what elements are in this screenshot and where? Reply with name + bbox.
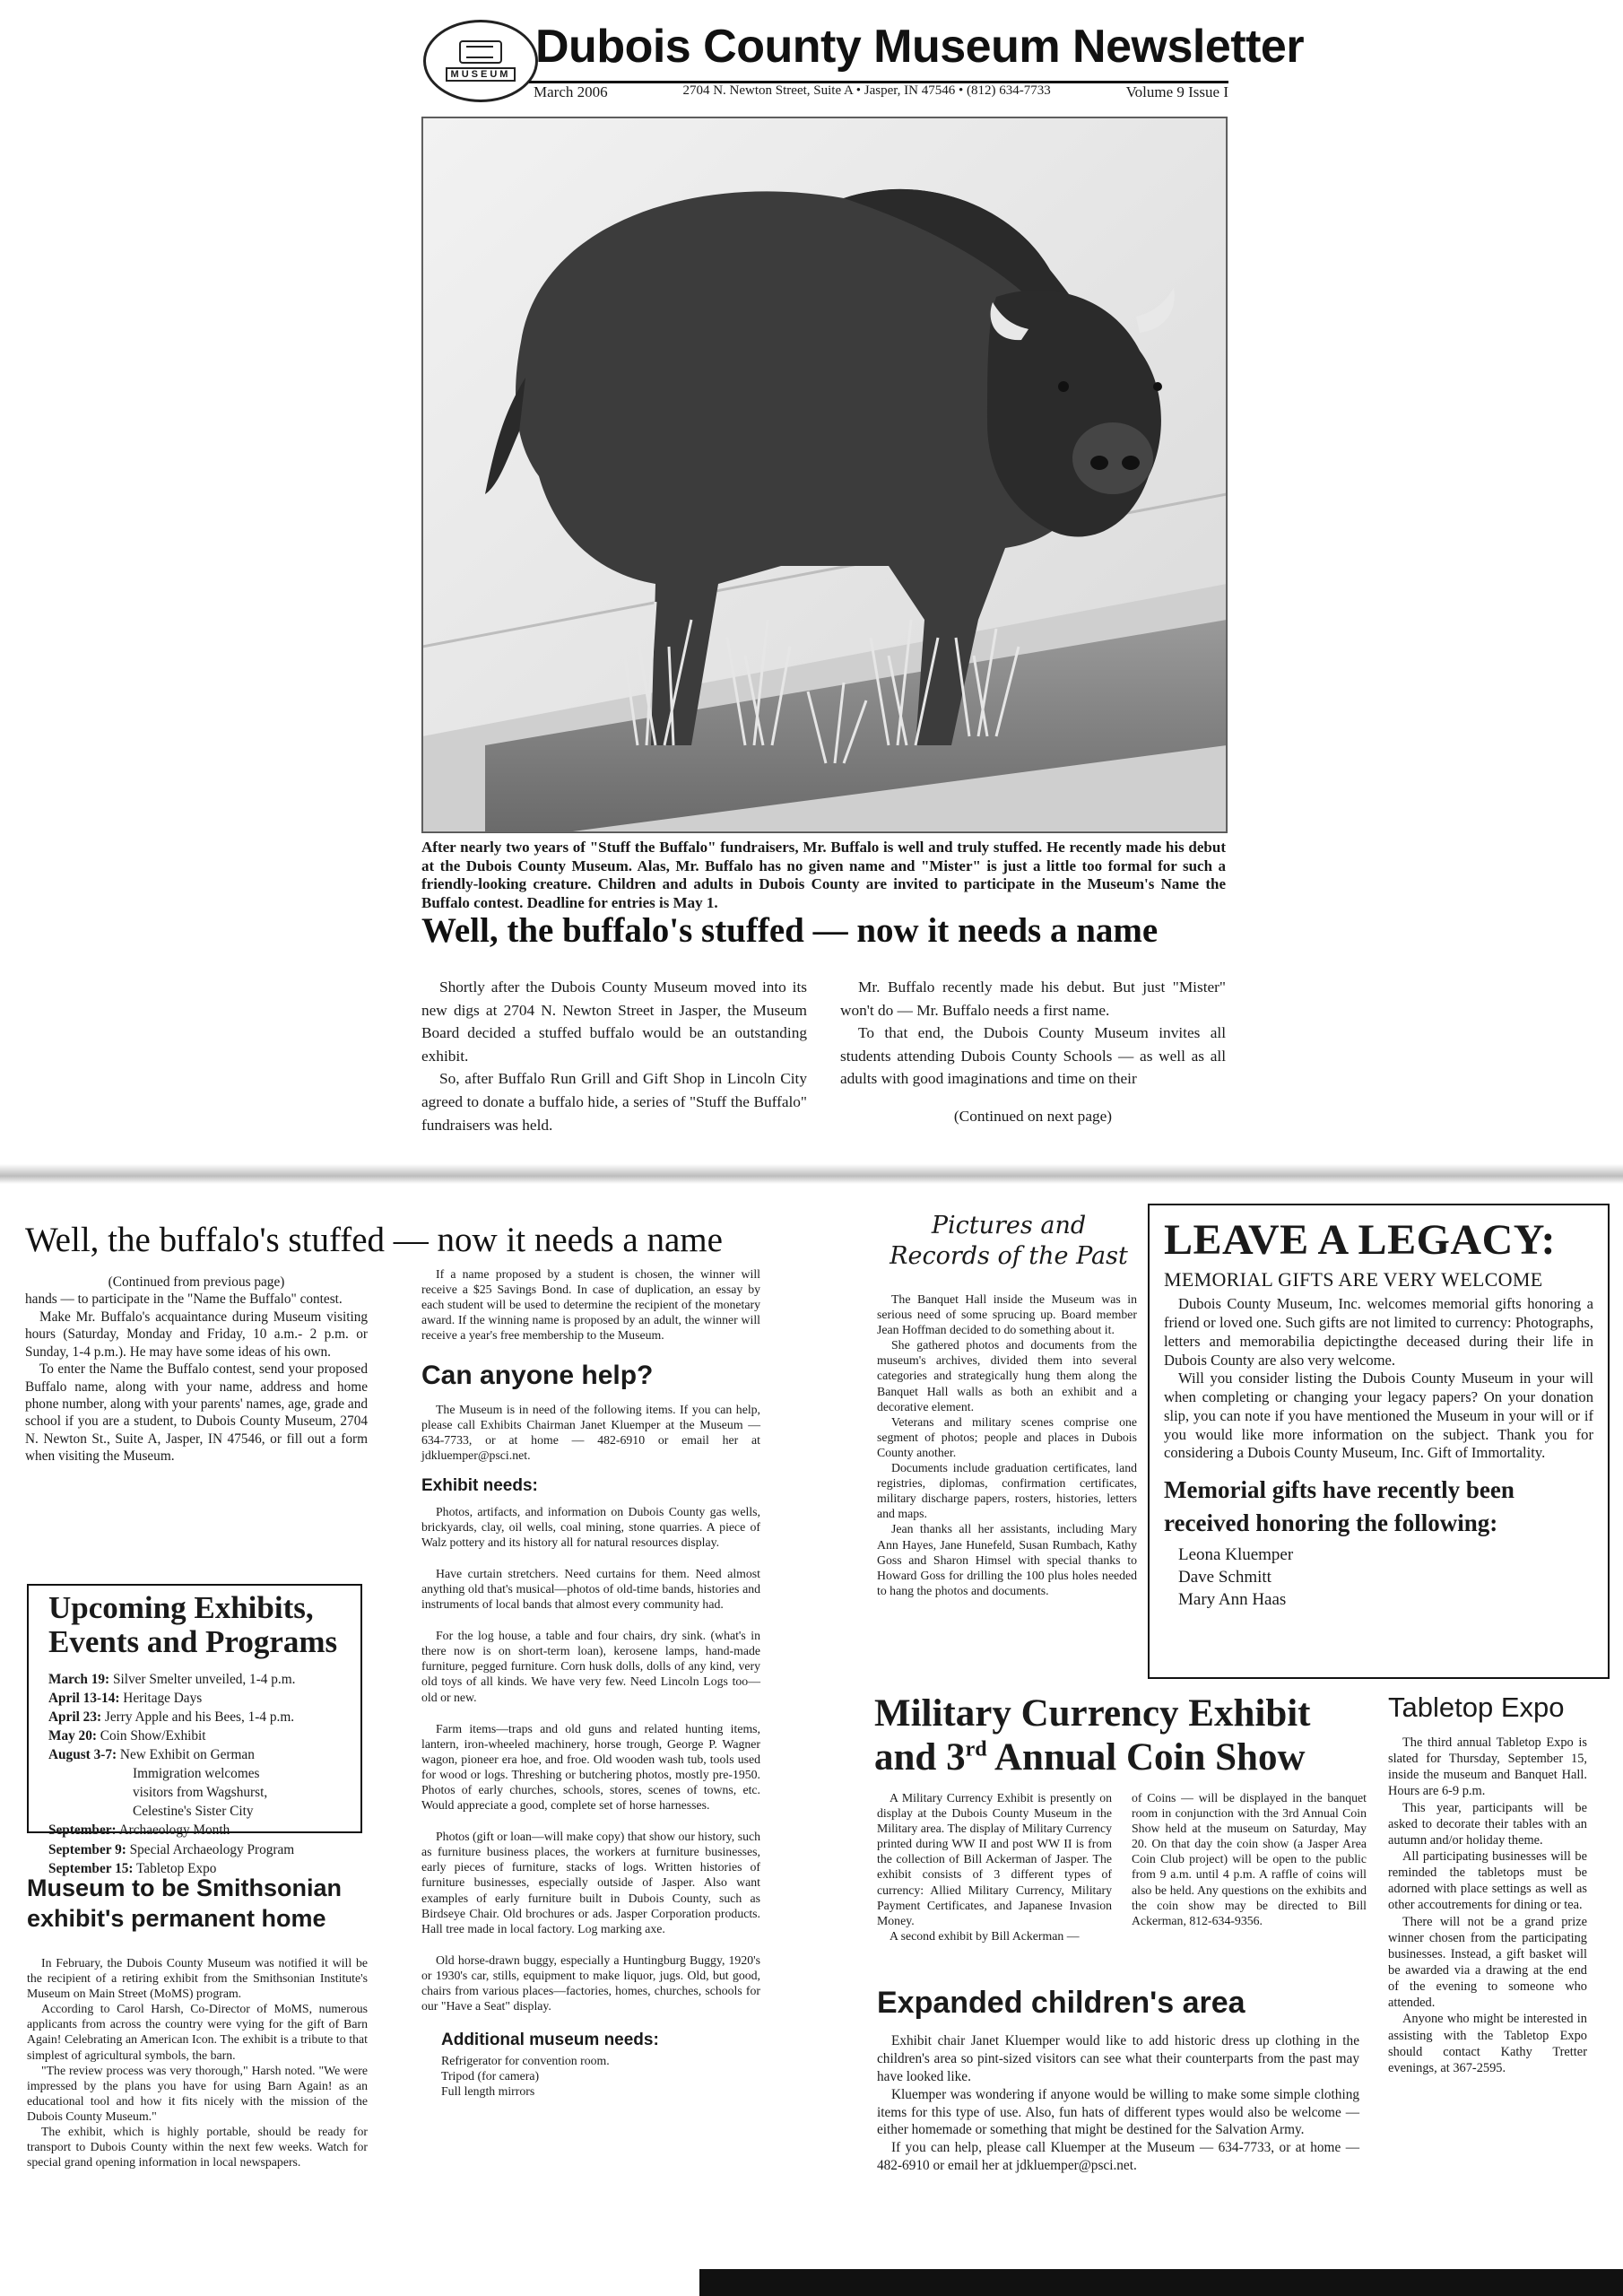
pictures-headline: Pictures and Records of the Past [890, 1212, 1128, 1270]
museum-logo [423, 20, 538, 102]
paragraph: To that end, the Dubois County Museum invites all students attending Dubois County Schools — as well as all adults with good imaginations and time on their [840, 1024, 1226, 1088]
paragraph: A Military Currency Exhibit is presently on display at the Dubois County Museum in the Military area. The display of Military Currency printed during WW II and post WW II is from the collection of Bill Ackerman of Jasper. The exhibit consists of 3 different types of currency: Allied Military Currency, Military Payment Certificates, and Japanese Invasion Money. [877, 1791, 1112, 1927]
paragraph: "The review process was very thorough," Harsh noted. "We were impressed by the plans you have for using Barn Again! as an educational tool and how it fits nicely with the mission of the Dubois County Museum." [27, 2063, 368, 2123]
additional-needs-list [421, 2053, 760, 2099]
need-item: Photos, artifacts, and information on Dubois County gas wells, brickyards, clay, oil wells, coal mining, stone quarries. A piece of Walz pottery and its history all for natural resources display. [421, 1504, 760, 1549]
paragraph: If you can help, please call Kluemper at the Museum — 634-7733, or at home — 482-6910 or email her at jdkluemper@psci.net. [877, 2140, 1359, 2174]
event-item: September: Archaeology Month [48, 1822, 230, 1839]
exhibit-needs-heading: Exhibit needs: [421, 1476, 538, 1496]
kids-body [877, 2032, 1359, 2175]
need-item: For the log house, a table and four chairs, dry sink. (what's in there now is on short-term loan), kerosene lamps, hand-made furniture, pegged furniture. Corn husk dolls, dolls of any kind, very old toys of all kinds. We have very few. Need Lincoln Logs too—old or new. [421, 1629, 760, 1704]
masthead-info [534, 83, 1228, 101]
continued-note: (Continued on next page) [953, 1107, 1113, 1125]
issue-date: March 2006 [534, 83, 608, 100]
list-item: Tripod (for camera) [441, 2068, 540, 2083]
need-item: Photos (gift or loan—will make copy) that show our history, such as furniture business places, the workers at furniture businesses, early pieces of furniture, stacks of logs. Written histories of furniture businesses, especially outside of Jasper. Also want examples of early furniture built in Dubois County, such as Birdseye Chair. Old brochures or ads. Jasper Corporation products. Hall tree made in local factory. Log marking axe. [421, 1830, 760, 1935]
military-column-2 [1132, 1790, 1367, 1928]
list-item: Dave Schmitt [1178, 1568, 1271, 1587]
paragraph: All participating businesses will be reminded the tabletops must be adorned with place settings as well as other accoutrements for dining or tea. [1388, 1848, 1587, 1913]
event-item: Immigration welcomes [133, 1766, 260, 1782]
help-headline: Can anyone help? [421, 1361, 654, 1391]
leave-a-legacy-box [1148, 1204, 1610, 1679]
photo-caption: After nearly two years of "Stuff the Buffalo" fundraisers, Mr. Buffalo is well and truly stuffed. He recently made his debut at the Dubois County Museum. Alas, Mr. Buffalo has no given name and "Mister" is just a little too formal for such a friendly-looking creature. Children and adults in Dubois County are invited to participate in the Museum's Name the Buffalo contest. Deadline for entries is May 1. [421, 839, 1226, 912]
issue-volume: Volume 9 Issue I [1125, 83, 1228, 100]
additional-needs-heading: Additional museum needs: [441, 2031, 659, 2050]
event-item: visitors from Wagshurst, [133, 1785, 268, 1801]
paragraph: Jean thanks all her assistants, including Mary Ann Hayes, Jane Hunefeld, Susan Rumbach, Kathy Goss and Sharon Himsel with special thanks to Howard Goss for drilling the 100 plus holes needed to hang the photos and documents. [877, 1522, 1137, 1597]
continued-headline: Well, the buffalo's stuffed — now it needs a name [25, 1221, 723, 1259]
help-intro: The Museum is in need of the following items. If you can help, please call Exhibits Chairman Janet Kluemper at the Museum — 634-7733, or at home — 482-6910 or email her at jdkluemper@psci.net. [421, 1402, 760, 1462]
continued-from-note: (Continued from previous page) [108, 1274, 285, 1290]
event-item: Celestine's Sister City [133, 1804, 254, 1820]
paragraph: A second exhibit by Bill Ackerman — [890, 1928, 1080, 1943]
buffalo-illustration [422, 117, 1227, 832]
paragraph: The exhibit, which is highly portable, should be ready for transport to Dubois County within the next few weeks. Watch for special grand opening information in local newspapers. [27, 2125, 368, 2170]
page-divider [0, 1164, 1623, 1184]
military-headline: Military Currency Exhibit and 3rd Annual Coin Show [874, 1692, 1311, 1779]
scan-edge [699, 2269, 1623, 2296]
event-item: September 9: Special Archaeology Program [48, 1841, 295, 1857]
pictures-body [877, 1292, 1137, 1598]
need-item: Have curtain stretchers. Need curtains for them. Need almost anything old that's musical—photos of old-time bands, histories and instruments of local bands that almost every community had. [421, 1566, 760, 1612]
paragraph: There will not be a grand prize winner chosen from the participating businesses. Instead, a gift basket will be awarded via a drawing at the end of the evening to someone who attended. [1388, 1914, 1587, 2011]
paragraph: Veterans and military scenes comprise one segment of photos; people and places in Dubois County another. [877, 1414, 1137, 1459]
legacy-body [1164, 1295, 1593, 1463]
newsletter-title: Dubois County Museum Newsletter [535, 21, 1305, 73]
lead-column-2 [840, 976, 1226, 1128]
event-item: March 19: Silver Smelter unveiled, 1-4 p.m. [48, 1671, 296, 1687]
paragraph: Will you consider listing the Dubois County Museum in your will when completing or changing your legacy papers? On your donation slip, you can note if you have mentioned the Museum in your will or if you would like more information on the subject. Thank you for considering a Dubois County Museum, Inc. Gift of Immortality. [1164, 1370, 1593, 1462]
list-item: Leona Kluemper [1178, 1545, 1294, 1565]
kids-headline: Expanded children's area [877, 1986, 1245, 2020]
museum-address: 2704 N. Newton Street, Suite A • Jasper, IN 47546 • (812) 634-7733 [682, 83, 1051, 98]
need-item: Old horse-drawn buggy, especially a Huntingburg Buggy, 1920's or 1930's car, stills, equipment to make liquor, jugs. Old, but good, chairs from various places—factories, homes, churches, schools for our "Have a Seat" display. [421, 1952, 760, 2013]
list-item: Mary Ann Haas [1178, 1589, 1287, 1609]
legacy-headline: LEAVE A LEGACY: [1164, 1216, 1556, 1264]
event-item: April 23: Jerry Apple and his Bees, 1-4 p.m. [48, 1709, 295, 1725]
paragraph: hands — to participate in the "Name the Buffalo" contest. [25, 1292, 343, 1308]
paragraph: She gathered photos and documents from the museum's archives, divided them into several categories and strategically hung them along the Banquet Hall walls as both an exhibit and a decorative element. [877, 1338, 1137, 1413]
paragraph: Kluemper was wondering if anyone would be willing to make some simple clothing items for this type of use. Also, fun hats of different types would also be welcome — either homemade or something that might be destined for the Salvation Army. [877, 2086, 1359, 2138]
memorial-names [1164, 1544, 1593, 1611]
logo-text: MUSEUM [446, 67, 516, 82]
lead-headline: Well, the buffalo's stuffed — now it needs a name [421, 911, 1159, 950]
event-item: August 3-7: New Exhibit on German [48, 1747, 255, 1763]
event-item: April 13-14: Heritage Days [48, 1690, 203, 1706]
paragraph: Documents include graduation certificates, land registries, diplomas, confirmation certificates, military discharge papers, rosters, histories, letters and maps. [877, 1461, 1137, 1521]
paragraph: This year, participants will be asked to decorate their tables with an autumn and/or holiday theme. [1388, 1800, 1587, 1848]
paragraph: The third annual Tabletop Expo is slated for Thursday, September 15, inside the museum and Banquet Hall. Hours are 6-9 p.m. [1388, 1735, 1587, 1799]
paragraph: Mr. Buffalo recently made his debut. But just "Mister" won't do — Mr. Buffalo needs a first name. [840, 978, 1226, 1019]
paragraph: The Banquet Hall inside the Museum was in serious need of some sprucing up. Board member Jean Hoffman decided to do something about it. [877, 1292, 1137, 1337]
smithsonian-headline: Museum to be Smithsonian exhibit's permanent home [27, 1874, 343, 1933]
event-item: September 15: Tabletop Expo [48, 1860, 217, 1876]
paragraph: Anyone who might be interested in assisting with the Tabletop Expo should contact Kathy Tretter evenings, at 367-2595. [1388, 2012, 1587, 2075]
legacy-subtitle: MEMORIAL GIFTS ARE VERY WELCOME [1164, 1268, 1543, 1292]
need-item: Farm items—traps and old guns and related hunting items, lantern, iron-wheeled machinery, horse trough, George P. Wagner wagon, pioneer era hoe, and froe. Old wooden wash tub, tools used for wood or logs. Threshing or butchering photos, mostly pre-1950. Photos of early churches, schools, stores, scenes of towns, etc. Would appreciate a good, complete set of horse harnesses. [421, 1721, 760, 1813]
list-item: Refrigerator for convention room. [441, 2053, 610, 2067]
list-item: Full length mirrors [441, 2083, 535, 2098]
paragraph: Shortly after the Dubois County Museum moved into its new digs at 2704 N. Newton Street in Jasper, the Museum Board decided a stuffed buffalo would be an outstanding exhibit. [421, 978, 807, 1065]
paragraph: Dubois County Museum, Inc. welcomes memorial gifts honoring a friend or loved one. Such gifts are not limited to currency: Photographs, letters and memorabilia depictingthe deceased during their life in Dubois County are also very welcome. [1164, 1295, 1593, 1369]
military-column-1 [877, 1790, 1112, 1944]
upcoming-title: Upcoming Exhibits, Events and Programs [48, 1590, 338, 1659]
event-item: May 20: Coin Show/Exhibit [48, 1727, 206, 1744]
paragraph: If a name proposed by a student is chosen, the winner will receive a $25 Savings Bond. In case of duplication, an essay by each student will be used to determine the recipient of the monetary award. If the winning name is proposed by an adult, the winner will receive a year's free membership to the Museum. [421, 1267, 760, 1343]
expo-body [1388, 1735, 1587, 2076]
paragraph: Exhibit chair Janet Kluemper would like to add historic dress up clothing in the children's area so pint-sized visitors can see what their counterparts from the past may have looked like. [877, 2033, 1359, 2084]
museum-building-icon [459, 40, 502, 64]
expo-headline: Tabletop Expo [1388, 1692, 1565, 1723]
paragraph: So, after Buffalo Run Grill and Gift Shop in Lincoln City agreed to donate a buffalo hide, a series of "Stuff the Buffalo" fundraisers was held. [421, 1070, 807, 1134]
lead-column-1 [421, 976, 807, 1136]
smithsonian-body [27, 1955, 368, 2170]
upcoming-events-box [27, 1584, 362, 1876]
buffalo-photo [421, 117, 1228, 833]
continued-column [25, 1274, 368, 1465]
memorial-recent-heading: Memorial gifts have recently been received honoring the following: [1164, 1476, 1515, 1536]
paragraph: To enter the Name the Buffalo contest, send your proposed Buffalo name, along with your name, address and home phone number, along with your parents' names, age, grade and school if you are a student, to Dubois County Museum, 2704 N. Newton St., Suite A, Jasper, IN 47546, or fill out a form when visiting the Museum. [25, 1361, 368, 1465]
paragraph: of Coins — will be displayed in the banquet room in conjunction with the 3rd Annual Coin Show held at the museum on Saturday, May 20. On that day the coin show (a Jasper Area Coin Club project) will be open to the public from 9 a.m. until 4 p.m. A raffle of coins will also be held. Any questions on the exhibits and the coin show may be directed to Bill Ackerman, 812-634-9356. [1132, 1791, 1367, 1927]
paragraph: Make Mr. Buffalo's acquaintance during Museum visiting hours (Saturday, Monday and Friday, 10 a.m.- 2 p.m. or Sunday, 1-4 p.m.). He may have some ideas of his own. [25, 1309, 368, 1360]
paragraph: According to Carol Harsh, Co-Director of MoMS, numerous applicants from across the country were vying for the gift of Barn Again! Celebrating an American Icon. The exhibit is a tribute to that simplest of agricultural symbols, the barn. [27, 2002, 368, 2062]
paragraph: In February, the Dubois County Museum was notified it will be the recipient of a retiring exhibit from the Smithsonian Institute's Museum on Main Street (MoMS) program. [27, 1956, 368, 2001]
help-column [421, 1266, 760, 2099]
